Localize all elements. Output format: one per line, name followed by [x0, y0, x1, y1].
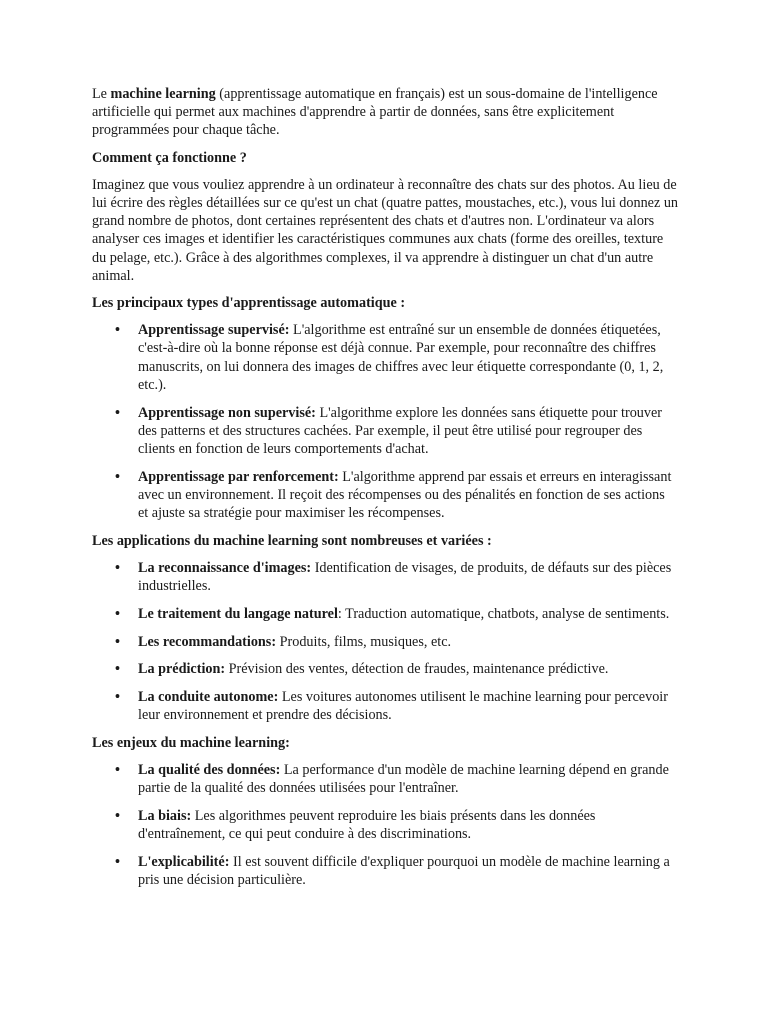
types-heading: Les principaux types d'apprentissage automatique : [92, 295, 406, 312]
item-term: La reconnaissance d'images: [138, 559, 312, 576]
item-term: La qualité des données: [138, 762, 281, 779]
item-term: Le traitement du langage naturel [138, 605, 338, 622]
list-item [92, 633, 678, 651]
list-item [92, 688, 678, 724]
list-item [92, 761, 678, 797]
challenges-heading: Les enjeux du machine learning: [92, 734, 290, 751]
bullet-icon: • [115, 468, 120, 485]
intro-rest: (apprentissage automatique en français) est un sous-domaine de l'intelligence artificielle qui permet aux machines d'apprendre à partir de données, sans être explicitement programmées pour chaque tâche. [92, 86, 658, 139]
how-it-works-heading: Comment ça fonctionne ? [92, 149, 247, 166]
item-text: Prévision des ventes, détection de fraudes, maintenance prédictive. [225, 661, 609, 678]
applications-list [92, 559, 678, 724]
bullet-icon: • [115, 559, 120, 576]
bullet-icon: • [115, 661, 120, 678]
list-item [92, 807, 678, 843]
bullet-icon: • [115, 688, 120, 705]
item-term: Apprentissage par renforcement: [138, 468, 339, 485]
item-term: Apprentissage non supervisé: [138, 404, 316, 421]
item-term: La conduite autonome: [138, 688, 279, 705]
bullet-icon: • [115, 633, 120, 650]
types-list [92, 321, 678, 522]
bullet-icon: • [115, 808, 120, 824]
item-text: Produits, films, musiques, etc. [276, 633, 452, 650]
item-text: L'algorithme apprend par essais et erreurs en interagissant avec un environnement. Il reçoit des récompenses ou des pénalités en fonction de ses actions et ajuste sa stratégie pour maximiser les récompenses. [138, 468, 672, 522]
item-text: L'algorithme est entraîné sur un ensemble de données étiquetées, c'est-à-dire où la bonne réponse est déjà connue. Par exemple, pour reconnaître des chiffres manuscrits, on lui donnera des images de chiffres avec leur étiquette correspondante (0, 1, 2, etc.). [138, 322, 664, 393]
list-item [92, 321, 678, 394]
item-term: L'explicabilité: [138, 853, 230, 870]
item-text: Les voitures autonomes utilisent le machine learning pour percevoir leur environnement et prendre des décisions. [138, 688, 668, 724]
list-item [92, 605, 678, 623]
item-text: Identification de visages, de produits, de défauts sur des pièces industrielles. [138, 559, 672, 595]
list-item [92, 468, 678, 523]
intro-term: machine learning [110, 86, 216, 102]
item-text: Les algorithmes peuvent reproduire les biais présents dans les données d'entraînement, ce qui peut conduire à des discriminations. [138, 808, 596, 843]
bullet-icon: • [115, 322, 120, 339]
item-text: La performance d'un modèle de machine learning dépend en grande partie de la qualité des données utilisées pour l'entraîner. [138, 762, 669, 797]
item-term: Les recommandations: [138, 633, 277, 650]
bullet-icon: • [115, 605, 120, 622]
bullet-icon: • [115, 853, 120, 870]
intro-prefix: Le [92, 86, 111, 102]
challenges-list [92, 761, 678, 889]
item-text: L'algorithme explore les données sans étiquette pour trouver des patterns et des structures cachées. Par exemple, il peut être utilisé pour regrouper des clients en fonction de leurs comportements d'achat. [138, 404, 663, 457]
item-text: : Traduction automatique, chatbots, analyse de sentiments. [337, 605, 670, 622]
applications-heading: Les applications du machine learning sont nombreuses et variées : [92, 532, 492, 549]
intro-paragraph [92, 85, 678, 140]
item-term: La prédiction: [138, 661, 226, 678]
bullet-icon: • [115, 404, 120, 421]
bullet-icon: • [115, 762, 120, 779]
list-item [92, 853, 678, 889]
list-item [92, 559, 678, 595]
list-item [92, 660, 678, 678]
list-item [92, 404, 678, 459]
item-text: Il est souvent difficile d'expliquer pourquoi un modèle de machine learning a pris une décision particulière. [138, 853, 670, 889]
how-it-works-paragraph: Imaginez que vous vouliez apprendre à un ordinateur à reconnaître des chats sur des photos. Au lieu de lui écrire des règles détaillées sur ce qu'est un chat (quatre pattes, moustaches, etc.), vous lui donnez un grand nombre de photos, dont certaines représentent des chats et d'autres non. L'ordinateur va alors analyser ces images et identifier les caractéristiques communes aux chats (forme des oreilles, texture du pelage, etc.). Grâce à des algorithmes complexes, il va apprendre à distinguer un chat d'un autre animal. [92, 176, 679, 284]
item-term: Apprentissage supervisé: [138, 322, 290, 339]
item-term: La biais: [138, 808, 192, 824]
